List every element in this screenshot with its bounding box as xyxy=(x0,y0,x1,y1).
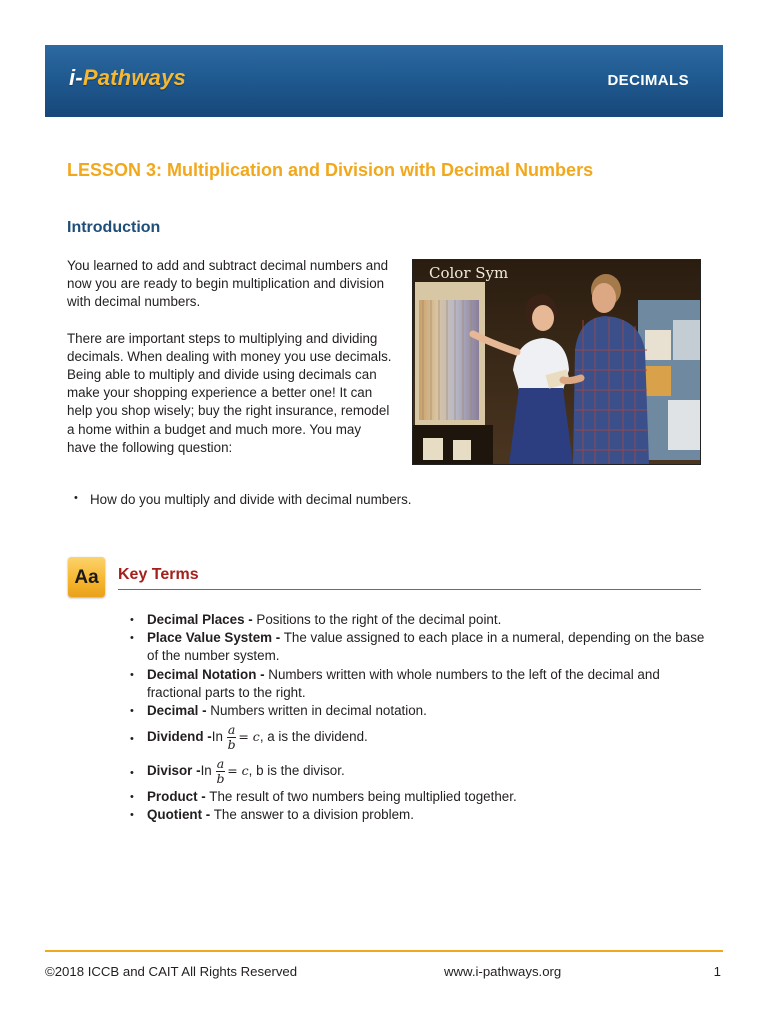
footer-copyright: ©2018 ICCB and CAIT All Rights Reserved xyxy=(45,964,298,979)
question-item: • How do you multiply and divide with decimal numbers. xyxy=(67,492,412,507)
footer-page-number: 1 xyxy=(713,964,721,979)
fraction-numerator: a xyxy=(216,755,225,771)
term-definition: Positions to the right of the decimal point. xyxy=(252,612,502,627)
i-pathways-logo[interactable] xyxy=(69,65,186,91)
term-decimal xyxy=(127,702,707,720)
term-label: Decimal - xyxy=(147,703,207,719)
term-quotient xyxy=(127,806,707,824)
term-place-value-system xyxy=(127,629,707,665)
term-label: Product - xyxy=(147,789,206,805)
fraction-denominator: b xyxy=(216,770,225,786)
term-prefix: In xyxy=(211,729,223,745)
introduction-heading: Introduction xyxy=(67,219,161,236)
fraction xyxy=(216,757,225,786)
key-terms-divider xyxy=(118,589,701,590)
shopping-couple-photo xyxy=(412,259,701,465)
photo-illustration xyxy=(413,260,700,464)
term-definition: The value assigned to each place in a numeral, depending on the base of the number system. xyxy=(147,630,705,664)
term-divisor xyxy=(127,754,707,788)
key-terms-heading: Key Terms xyxy=(118,566,199,583)
term-definition: The answer to a division problem. xyxy=(210,807,414,823)
term-label: • Dividend - xyxy=(147,729,212,745)
logo-prefix: i- xyxy=(69,65,83,90)
term-decimal-places xyxy=(127,611,707,629)
term-label: Decimal Notation - xyxy=(147,666,265,682)
term-dividend xyxy=(127,720,707,754)
term-label: • Divisor - xyxy=(147,763,201,779)
fraction xyxy=(227,723,236,752)
lesson-title: LESSON 3: Multiplication and Division with Decimal Numbers xyxy=(67,160,594,180)
term-definition: The result of two numbers being multiplied together. xyxy=(205,789,517,805)
term-decimal-notation xyxy=(127,666,707,702)
term-label: Decimal Places - xyxy=(147,612,253,627)
intro-paragraph-2: There are important steps to multiplying and dividing decimals. When dealing with money you use decimals. Being able to multiply and divide using decimals can make your shopping experience a better one! It can help you shop wisely; buy the right insurance, remodel a home within a budget and much more. You may have the following question: xyxy=(67,330,392,455)
section-title: DECIMALS xyxy=(607,72,689,89)
key-terms-aa-icon: Aa xyxy=(68,557,105,597)
fraction-denominator: b xyxy=(227,736,236,752)
term-definition: , b is the divisor. xyxy=(248,763,345,779)
question-list xyxy=(67,492,412,507)
term-label: Quotient - xyxy=(147,807,211,823)
equals-c: = c xyxy=(227,763,249,779)
equals-c: = c xyxy=(238,729,260,745)
key-terms-list xyxy=(127,611,707,825)
footer-divider xyxy=(45,950,723,952)
introduction-text xyxy=(67,257,393,475)
page-header xyxy=(45,45,723,117)
term-definition: Numbers written in decimal notation. xyxy=(206,703,427,719)
intro-paragraph-1: You learned to add and subtract decimal numbers and now you are ready to begin multiplication and division with decimal numbers. xyxy=(67,258,389,310)
fraction-numerator: a xyxy=(227,721,236,737)
photo-sign-text: Color Sym xyxy=(429,264,509,282)
term-definition: Numbers written with whole numbers to the left of the decimal and fractional parts to the right. xyxy=(147,666,660,700)
term-prefix: In xyxy=(200,763,212,779)
term-label: Place Value System - xyxy=(147,630,281,646)
term-product xyxy=(127,788,707,806)
term-definition: , a is the dividend. xyxy=(259,729,368,745)
footer-url-link[interactable]: www.i-pathways.org xyxy=(444,964,562,979)
logo-word: Pathways xyxy=(82,65,186,90)
